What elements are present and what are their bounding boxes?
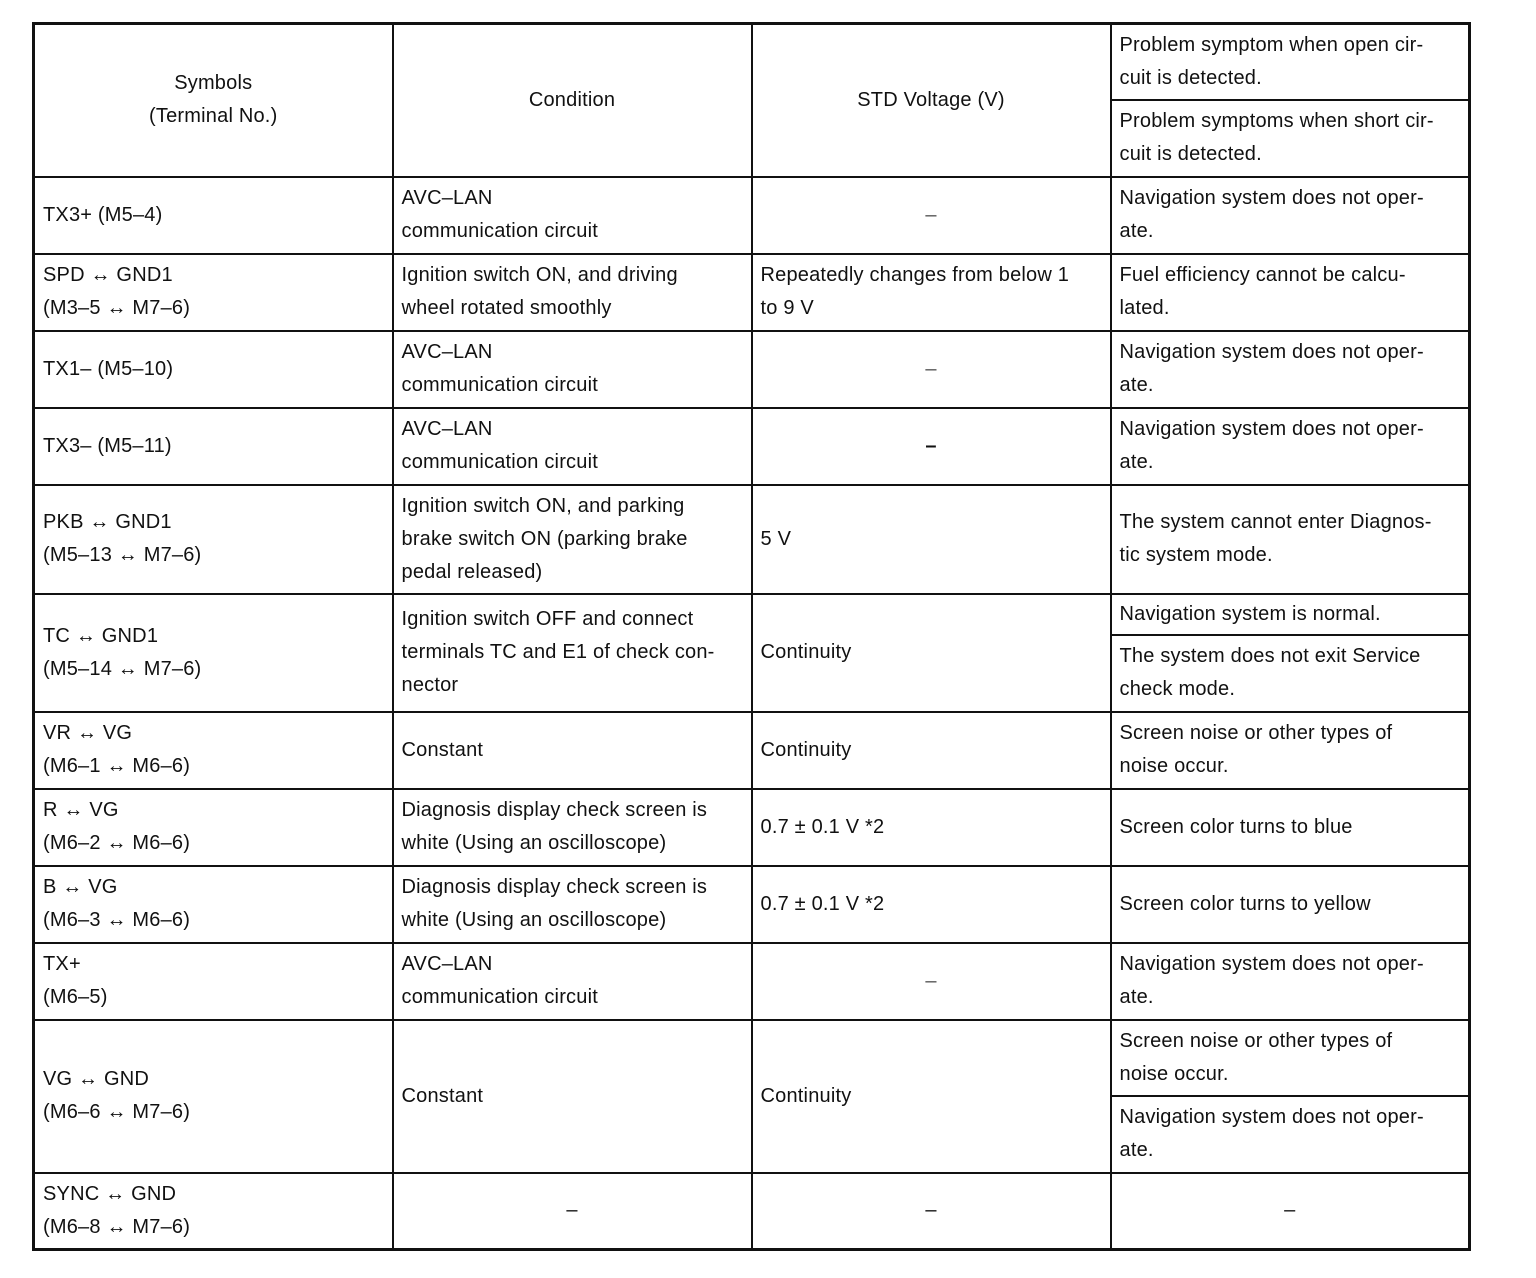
condition-cell: – (393, 1173, 752, 1250)
condition-cell: Ignition switch ON, and parking brake switch ON (parking brake pedal released) (393, 485, 752, 594)
symptom-cell: Screen color turns to yellow (1111, 866, 1470, 943)
terminal-symbol: TC ↔ GND1 (M5–14 ↔ M7–6) (34, 594, 393, 712)
terminal-symbol: TX1– (M5–10) (34, 331, 393, 408)
voltage-cell: – (752, 943, 1111, 1020)
terminal-symbol: B ↔ VG (M6–3 ↔ M6–6) (34, 866, 393, 943)
condition-cell: AVC–LAN communication circuit (393, 943, 752, 1020)
terminal-symbol: VR ↔ VG (M6–1 ↔ M6–6) (34, 712, 393, 789)
voltage-cell: – (752, 1173, 1111, 1250)
condition-cell: Diagnosis display check screen is white (Using an oscilloscope) (393, 789, 752, 866)
terminal-spec-table-container (32, 22, 1471, 1251)
symptom-cell: Screen color turns to blue (1111, 789, 1470, 866)
symptom-cell: Screen noise or other types of noise occur. (1111, 712, 1470, 789)
table-row (34, 712, 1470, 789)
voltage-cell: – (752, 331, 1111, 408)
table-row (34, 254, 1470, 331)
terminal-symbol: TX3– (M5–11) (34, 408, 393, 485)
terminal-spec-table (32, 22, 1471, 1251)
table-row (34, 943, 1470, 1020)
terminal-symbol: SYNC ↔ GND (M6–8 ↔ M7–6) (34, 1173, 393, 1250)
header-short-symptom: Problem symptoms when short cir- cuit is detected. (1111, 100, 1470, 177)
table-row (34, 408, 1470, 485)
symptom-cell: Navigation system does not oper- ate. (1111, 331, 1470, 408)
terminal-symbol: R ↔ VG (M6–2 ↔ M6–6) (34, 789, 393, 866)
voltage-cell: – (752, 408, 1111, 485)
symptom-cell: Navigation system does not oper- ate. (1111, 943, 1470, 1020)
header-std-voltage: STD Voltage (V) (752, 24, 1111, 177)
symptom-cell: Screen noise or other types of noise occur. (1111, 1020, 1470, 1096)
symptom-cell: Navigation system does not oper- ate. (1111, 408, 1470, 485)
voltage-cell: Repeatedly changes from below 1 to 9 V (752, 254, 1111, 331)
voltage-cell: 0.7 ± 0.1 V *2 (752, 866, 1111, 943)
table-row (34, 485, 1470, 594)
table-row (34, 789, 1470, 866)
condition-cell: AVC–LAN communication circuit (393, 331, 752, 408)
symptom-cell: Navigation system does not oper- ate. (1111, 177, 1470, 254)
symptom-cell: The system does not exit Service check mode. (1111, 635, 1470, 712)
terminal-symbol: SPD ↔ GND1 (M3–5 ↔ M7–6) (34, 254, 393, 331)
condition-cell: AVC–LAN communication circuit (393, 408, 752, 485)
terminal-symbol: VG ↔ GND (M6–6 ↔ M7–6) (34, 1020, 393, 1173)
table-row (34, 177, 1470, 254)
symptom-cell: Navigation system does not oper- ate. (1111, 1096, 1470, 1173)
voltage-cell: Continuity (752, 594, 1111, 712)
header-open-symptom: Problem symptom when open cir- cuit is detected. (1111, 24, 1470, 100)
voltage-cell: – (752, 177, 1111, 254)
condition-cell: Constant (393, 712, 752, 789)
terminal-symbol: TX3+ (M5–4) (34, 177, 393, 254)
condition-cell: AVC–LAN communication circuit (393, 177, 752, 254)
table-row (34, 1173, 1470, 1250)
condition-cell: Ignition switch ON, and driving wheel rotated smoothly (393, 254, 752, 331)
terminal-symbol: PKB ↔ GND1 (M5–13 ↔ M7–6) (34, 485, 393, 594)
voltage-cell: 0.7 ± 0.1 V *2 (752, 789, 1111, 866)
symptom-cell: – (1111, 1173, 1470, 1250)
condition-cell: Constant (393, 1020, 752, 1173)
table-row (34, 594, 1470, 635)
voltage-cell: Continuity (752, 712, 1111, 789)
symptom-cell: Fuel efficiency cannot be calcu- lated. (1111, 254, 1470, 331)
header-symbols: Symbols (Terminal No.) (34, 24, 393, 177)
header-row (34, 24, 1470, 100)
header-condition: Condition (393, 24, 752, 177)
terminal-symbol: TX+ (M6–5) (34, 943, 393, 1020)
condition-cell: Ignition switch OFF and connect terminals TC and E1 of check con- nector (393, 594, 752, 712)
table-row (34, 331, 1470, 408)
table-row (34, 1020, 1470, 1096)
voltage-cell: Continuity (752, 1020, 1111, 1173)
voltage-cell: 5 V (752, 485, 1111, 594)
symptom-cell: Navigation system is normal. (1111, 594, 1470, 635)
condition-cell: Diagnosis display check screen is white (Using an oscilloscope) (393, 866, 752, 943)
symptom-cell: The system cannot enter Diagnos- tic system mode. (1111, 485, 1470, 594)
table-row (34, 866, 1470, 943)
